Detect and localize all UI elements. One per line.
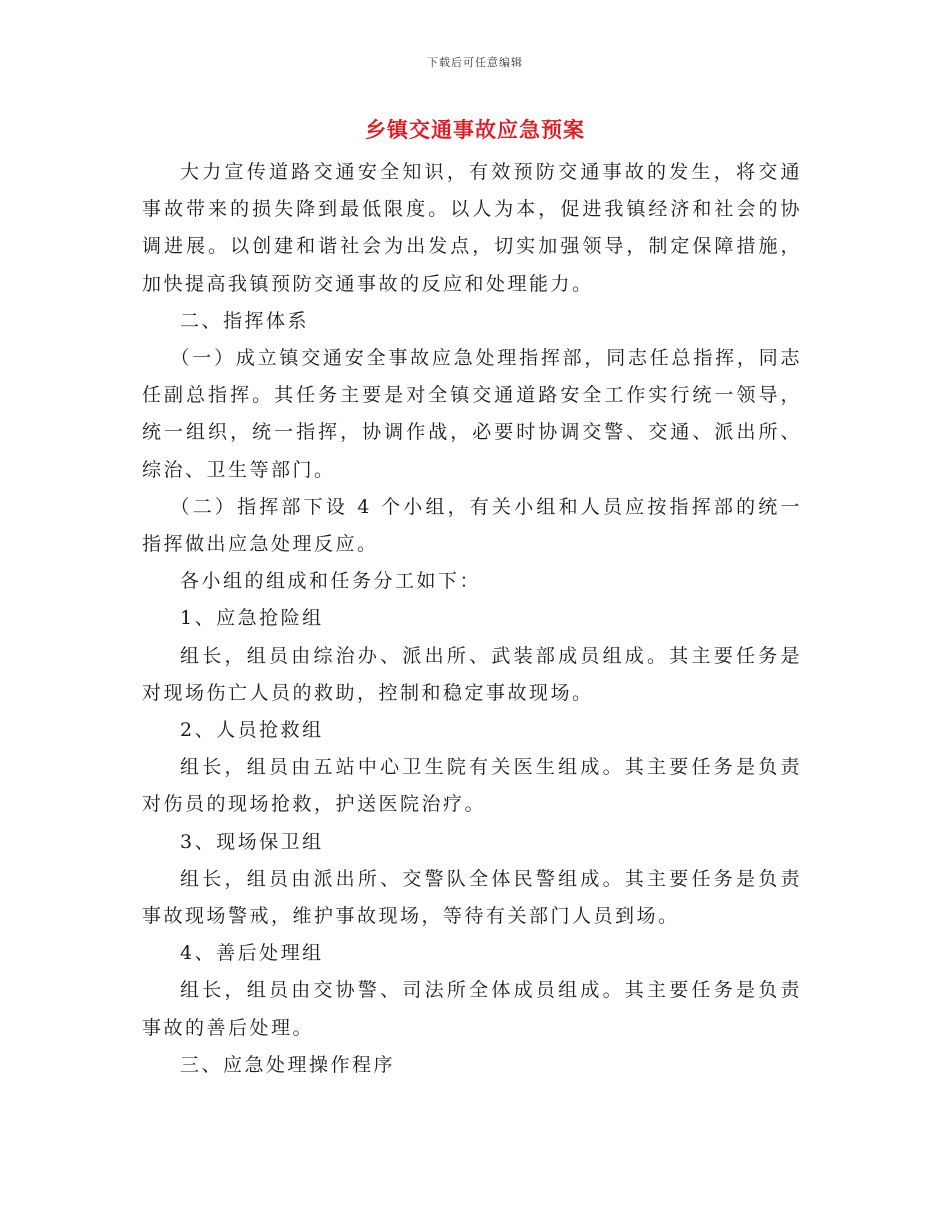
paragraph-scene-security: 组长，组员由派出所、交警队全体民警组成。其主要任务是负责事故现场警戒，维护事故现场，等待有关部门人员到场。 xyxy=(142,867,802,928)
paragraph-subgroups-intro: 各小组的组成和任务分工如下： xyxy=(180,570,482,593)
document-title: 乡镇交通事故应急预案 xyxy=(365,118,585,142)
subheading-scene-security: 3、现场保卫组 xyxy=(180,830,324,853)
header-note: 下载后可任意编辑 xyxy=(427,56,523,69)
intro-paragraph: 大力宣传道路交通安全知识，有效预防交通事故的发生，将交通事故带来的损失降到最低限度。以人为本，促进我镇经济和社会的协调进展。以创建和谐社会为出发点，切实加强领导，制定保障措施，加快提高我镇预防交通事故的反应和处理能力。 xyxy=(142,161,802,295)
document-body xyxy=(142,154,802,1084)
subheading-aftermath: 4、善后处理组 xyxy=(180,942,324,965)
subheading-emergency-rescue: 1、应急抢险组 xyxy=(180,607,324,630)
paragraph-personnel-rescue: 组长，组员由五站中心卫生院有关医生组成。其主要任务是负责对伤员的现场抢救，护送医院治疗。 xyxy=(142,756,802,816)
paragraph-command-hq: （一）成立镇交通安全事故应急处理指挥部，同志任总指挥，同志任副总指挥。其任务主要是对全镇交通道路安全工作实行统一领导，统一组织，统一指挥，协调作战，必要时协调交警、交通、派出所、综治、卫生等部门。 xyxy=(142,347,802,481)
paragraph-emergency-rescue: 组长，组员由综治办、派出所、武装部成员组成。其主要任务是对现场伤亡人员的救助，控制和稳定事故现场。 xyxy=(142,644,802,704)
section-heading-procedure: 三、应急处理操作程序 xyxy=(180,1053,396,1076)
subheading-personnel-rescue: 2、人员抢救组 xyxy=(180,719,324,742)
section-heading-command-system: 二、指挥体系 xyxy=(180,309,310,332)
paragraph-aftermath: 组长，组员由交协警、司法所全体成员组成。其主要任务是负责事故的善后处理。 xyxy=(142,979,802,1039)
paragraph-subgroups: （二）指挥部下设 4 个小组，有关小组和人员应按指挥部的统一指挥做出应急处理反应。 xyxy=(142,495,802,556)
